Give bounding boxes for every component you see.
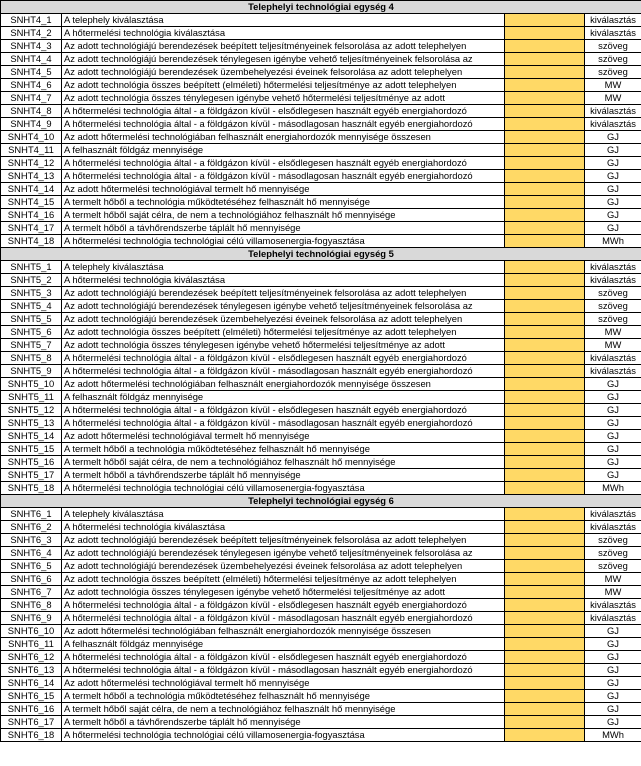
value-input-cell[interactable] (505, 417, 585, 430)
row-code: SNHT4_10 (1, 131, 62, 144)
table-row (1, 638, 641, 651)
row-description: A hőtermelési technológia kiválasztása (62, 27, 505, 40)
row-code: SNHT6_6 (1, 573, 62, 586)
section-title: Telephelyi technológiai egység 4 (1, 1, 641, 14)
row-description: A telephely kiválasztása (62, 14, 505, 27)
table-row (1, 209, 641, 222)
row-code: SNHT4_9 (1, 118, 62, 131)
table-row (1, 586, 641, 599)
row-description: Az adott technológia összes ténylegesen igénybe vehető hőtermelési teljesítménye az adott (62, 92, 505, 105)
value-input-cell[interactable] (505, 170, 585, 183)
row-code: SNHT4_1 (1, 14, 62, 27)
row-unit: MW (585, 573, 641, 586)
row-code: SNHT6_7 (1, 586, 62, 599)
table-row (1, 157, 641, 170)
row-code: SNHT4_7 (1, 92, 62, 105)
row-code: SNHT6_10 (1, 625, 62, 638)
table-row (1, 313, 641, 326)
table-row (1, 456, 641, 469)
row-unit: GJ (585, 144, 641, 157)
row-description: Az adott hőtermelési technológiában felhasznált energiahordozók mennyisége összesen (62, 625, 505, 638)
row-unit: GJ (585, 157, 641, 170)
row-unit: GJ (585, 677, 641, 690)
row-description: Az adott technológia összes beépített (elméleti) hőtermelési teljesítménye az adott telephelyen (62, 79, 505, 92)
row-code: SNHT4_3 (1, 40, 62, 53)
row-description: A termelt hőből saját célra, de nem a technológiához felhasznált hő mennyisége (62, 703, 505, 716)
row-description: A termelt hőből a technológia működtetéséhez felhasznált hő mennyisége (62, 196, 505, 209)
table-row (1, 183, 641, 196)
row-unit: GJ (585, 170, 641, 183)
table-row (1, 14, 641, 27)
value-input-cell[interactable] (505, 560, 585, 573)
row-code: SNHT6_2 (1, 521, 62, 534)
row-unit: kiválasztás (585, 261, 641, 274)
table-row (1, 690, 641, 703)
table-row (1, 235, 641, 248)
row-unit: MWh (585, 235, 641, 248)
row-unit: kiválasztás (585, 27, 641, 40)
value-input-cell[interactable] (505, 352, 585, 365)
table-row (1, 599, 641, 612)
value-input-cell[interactable] (505, 664, 585, 677)
value-input-cell[interactable] (505, 157, 585, 170)
table-row (1, 261, 641, 274)
table-row (1, 729, 641, 742)
row-description: Az adott hőtermelési technológiával termelt hő mennyisége (62, 677, 505, 690)
row-description: A hőtermelési technológia által - a földgázon kívül - másodlagosan használt egyéb energiahordozó (62, 365, 505, 378)
row-description: A hőtermelési technológia technológiai célú villamosenergia-fogyasztása (62, 482, 505, 495)
row-code: SNHT5_12 (1, 404, 62, 417)
row-unit: GJ (585, 196, 641, 209)
row-unit: MW (585, 339, 641, 352)
row-code: SNHT5_8 (1, 352, 62, 365)
row-description: Az adott hőtermelési technológiával termelt hő mennyisége (62, 430, 505, 443)
row-unit: kiválasztás (585, 118, 641, 131)
row-description: A felhasznált földgáz mennyisége (62, 144, 505, 157)
table-row (1, 365, 641, 378)
row-unit: kiválasztás (585, 521, 641, 534)
row-unit: GJ (585, 430, 641, 443)
value-input-cell[interactable] (505, 79, 585, 92)
row-description: A hőtermelési technológia által - a földgázon kívül - elsődlegesen használt egyéb energiahordozó (62, 404, 505, 417)
table-row (1, 573, 641, 586)
row-unit: GJ (585, 638, 641, 651)
value-input-cell[interactable] (505, 378, 585, 391)
row-description: Az adott hőtermelési technológiával termelt hő mennyisége (62, 183, 505, 196)
value-input-cell[interactable] (505, 716, 585, 729)
section-title: Telephelyi technológiai egység 6 (1, 495, 641, 508)
table-row (1, 560, 641, 573)
row-code: SNHT6_13 (1, 664, 62, 677)
value-input-cell[interactable] (505, 404, 585, 417)
row-description: Az adott technológia összes ténylegesen igénybe vehető hőtermelési teljesítménye az adott (62, 339, 505, 352)
value-input-cell[interactable] (505, 196, 585, 209)
row-unit: kiválasztás (585, 105, 641, 118)
row-unit: GJ (585, 456, 641, 469)
value-input-cell[interactable] (505, 222, 585, 235)
row-unit: szöveg (585, 560, 641, 573)
row-unit: GJ (585, 209, 641, 222)
row-description: Az adott technológiájú berendezések üzembehelyezési éveinek felsorolása az adott telephelyen (62, 313, 505, 326)
value-input-cell[interactable] (505, 508, 585, 521)
value-input-cell[interactable] (505, 118, 585, 131)
table-row (1, 651, 641, 664)
row-unit: MWh (585, 482, 641, 495)
table-row (1, 404, 641, 417)
row-description: A termelt hőből a technológia működtetéséhez felhasznált hő mennyisége (62, 443, 505, 456)
row-unit: szöveg (585, 40, 641, 53)
row-code: SNHT4_4 (1, 53, 62, 66)
row-description: A felhasznált földgáz mennyisége (62, 638, 505, 651)
value-input-cell[interactable] (505, 729, 585, 742)
row-code: SNHT4_12 (1, 157, 62, 170)
row-code: SNHT4_18 (1, 235, 62, 248)
table-row (1, 716, 641, 729)
row-description: Az adott technológiájú berendezések üzembehelyezési éveinek felsorolása az adott telephelyen (62, 560, 505, 573)
row-code: SNHT6_15 (1, 690, 62, 703)
row-code: SNHT5_3 (1, 287, 62, 300)
table-row (1, 391, 641, 404)
value-input-cell[interactable] (505, 27, 585, 40)
value-input-cell[interactable] (505, 547, 585, 560)
row-unit: szöveg (585, 287, 641, 300)
row-unit: GJ (585, 417, 641, 430)
row-unit: GJ (585, 443, 641, 456)
row-description: A hőtermelési technológia technológiai célú villamosenergia-fogyasztása (62, 729, 505, 742)
row-code: SNHT6_11 (1, 638, 62, 651)
row-unit: kiválasztás (585, 599, 641, 612)
row-unit: szöveg (585, 534, 641, 547)
row-unit: kiválasztás (585, 365, 641, 378)
table-row (1, 417, 641, 430)
row-description: Az adott technológiájú berendezések ténylegesen igénybe vehető teljesítményeinek felsorolása az (62, 53, 505, 66)
table-row (1, 196, 641, 209)
table-row (1, 79, 641, 92)
row-unit: kiválasztás (585, 612, 641, 625)
section-header-row (1, 248, 641, 261)
value-input-cell[interactable] (505, 521, 585, 534)
row-description: Az adott technológiájú berendezések üzembehelyezési éveinek felsorolása az adott telephelyen (62, 66, 505, 79)
row-description: A hőtermelési technológia kiválasztása (62, 521, 505, 534)
row-description: A termelt hőből a technológia működtetéséhez felhasznált hő mennyisége (62, 690, 505, 703)
table-row (1, 469, 641, 482)
row-unit: szöveg (585, 300, 641, 313)
table-row (1, 118, 641, 131)
row-description: A termelt hőből a távhőrendszerbe táplált hő mennyisége (62, 716, 505, 729)
row-code: SNHT5_13 (1, 417, 62, 430)
row-description: A hőtermelési technológia által - a földgázon kívül - elsődlegesen használt egyéb energiahordozó (62, 157, 505, 170)
row-code: SNHT5_1 (1, 261, 62, 274)
table-row (1, 378, 641, 391)
row-code: SNHT6_3 (1, 534, 62, 547)
row-code: SNHT6_14 (1, 677, 62, 690)
row-unit: kiválasztás (585, 508, 641, 521)
table-row (1, 625, 641, 638)
table-row (1, 170, 641, 183)
value-input-cell[interactable] (505, 105, 585, 118)
row-description: Az adott technológia összes beépített (elméleti) hőtermelési teljesítménye az adott telephelyen (62, 326, 505, 339)
value-input-cell[interactable] (505, 703, 585, 716)
value-input-cell[interactable] (505, 313, 585, 326)
value-input-cell[interactable] (505, 651, 585, 664)
value-input-cell[interactable] (505, 235, 585, 248)
row-description: A hőtermelési technológia által - a földgázon kívül - másodlagosan használt egyéb energiahordozó (62, 118, 505, 131)
row-unit: szöveg (585, 313, 641, 326)
row-unit: MW (585, 92, 641, 105)
value-input-cell[interactable] (505, 456, 585, 469)
row-description: Az adott technológia összes beépített (elméleti) hőtermelési teljesítménye az adott telephelyen (62, 573, 505, 586)
row-description: Az adott technológiájú berendezések ténylegesen igénybe vehető teljesítményeinek felsorolása az (62, 300, 505, 313)
value-input-cell[interactable] (505, 209, 585, 222)
table-row (1, 92, 641, 105)
row-description: A telephely kiválasztása (62, 508, 505, 521)
value-input-cell[interactable] (505, 300, 585, 313)
row-code: SNHT5_10 (1, 378, 62, 391)
row-code: SNHT4_5 (1, 66, 62, 79)
value-input-cell[interactable] (505, 326, 585, 339)
table-row (1, 287, 641, 300)
row-code: SNHT4_17 (1, 222, 62, 235)
table-row (1, 534, 641, 547)
table-row (1, 66, 641, 79)
row-description: A hőtermelési technológia által - a földgázon kívül - elsődlegesen használt egyéb energiahordozó (62, 651, 505, 664)
row-unit: MW (585, 586, 641, 599)
row-unit: GJ (585, 378, 641, 391)
row-unit: GJ (585, 222, 641, 235)
row-unit: GJ (585, 703, 641, 716)
row-unit: GJ (585, 651, 641, 664)
row-unit: MWh (585, 729, 641, 742)
value-input-cell[interactable] (505, 599, 585, 612)
value-input-cell[interactable] (505, 638, 585, 651)
section-header-row (1, 1, 641, 14)
row-code: SNHT6_18 (1, 729, 62, 742)
row-description: A hőtermelési technológia kiválasztása (62, 274, 505, 287)
table-row (1, 40, 641, 53)
row-unit: GJ (585, 625, 641, 638)
row-code: SNHT5_16 (1, 456, 62, 469)
row-description: A hőtermelési technológia által - a földgázon kívül - másodlagosan használt egyéb energiahordozó (62, 664, 505, 677)
row-description: A felhasznált földgáz mennyisége (62, 391, 505, 404)
row-description: A termelt hőből saját célra, de nem a technológiához felhasznált hő mennyisége (62, 209, 505, 222)
row-unit: GJ (585, 131, 641, 144)
value-input-cell[interactable] (505, 612, 585, 625)
table-row (1, 326, 641, 339)
table-row (1, 53, 641, 66)
sheet-body (1, 1, 641, 742)
row-unit: szöveg (585, 53, 641, 66)
row-code: SNHT6_17 (1, 716, 62, 729)
row-code: SNHT5_18 (1, 482, 62, 495)
row-unit: MW (585, 79, 641, 92)
value-input-cell[interactable] (505, 40, 585, 53)
row-description: A hőtermelési technológia által - a földgázon kívül - másodlagosan használt egyéb energiahordozó (62, 612, 505, 625)
row-unit: GJ (585, 183, 641, 196)
row-description: Az adott technológiájú berendezések beépített teljesítményeinek felsorolása az adott telephelyen (62, 40, 505, 53)
table-row (1, 547, 641, 560)
table-row (1, 508, 641, 521)
row-code: SNHT5_17 (1, 469, 62, 482)
row-unit: szöveg (585, 66, 641, 79)
value-input-cell[interactable] (505, 261, 585, 274)
value-input-cell[interactable] (505, 586, 585, 599)
row-description: A telephely kiválasztása (62, 261, 505, 274)
value-input-cell[interactable] (505, 482, 585, 495)
row-unit: kiválasztás (585, 274, 641, 287)
table-row (1, 300, 641, 313)
row-code: SNHT5_14 (1, 430, 62, 443)
row-unit: GJ (585, 664, 641, 677)
row-code: SNHT4_16 (1, 209, 62, 222)
table-row (1, 144, 641, 157)
row-code: SNHT6_12 (1, 651, 62, 664)
row-unit: GJ (585, 716, 641, 729)
value-input-cell[interactable] (505, 66, 585, 79)
table-row (1, 443, 641, 456)
value-input-cell[interactable] (505, 534, 585, 547)
row-description: A termelt hőből saját célra, de nem a technológiához felhasznált hő mennyisége (62, 456, 505, 469)
row-code: SNHT5_15 (1, 443, 62, 456)
table-row (1, 482, 641, 495)
row-description: A hőtermelési technológia által - a földgázon kívül - másodlagosan használt egyéb energiahordozó (62, 417, 505, 430)
row-code: SNHT5_6 (1, 326, 62, 339)
row-code: SNHT6_16 (1, 703, 62, 716)
value-input-cell[interactable] (505, 365, 585, 378)
table-row (1, 430, 641, 443)
row-code: SNHT6_1 (1, 508, 62, 521)
value-input-cell[interactable] (505, 625, 585, 638)
row-unit: kiválasztás (585, 14, 641, 27)
row-code: SNHT6_9 (1, 612, 62, 625)
section-title: Telephelyi technológiai egység 5 (1, 248, 641, 261)
table-row (1, 105, 641, 118)
table-row (1, 352, 641, 365)
row-code: SNHT5_9 (1, 365, 62, 378)
row-description: Az adott technológiájú berendezések ténylegesen igénybe vehető teljesítményeinek felsorolása az (62, 547, 505, 560)
row-description: Az adott technológiájú berendezések beépített teljesítményeinek felsorolása az adott telephelyen (62, 287, 505, 300)
row-unit: kiválasztás (585, 352, 641, 365)
row-code: SNHT4_6 (1, 79, 62, 92)
row-description: Az adott technológia összes ténylegesen igénybe vehető hőtermelési teljesítménye az adott (62, 586, 505, 599)
row-code: SNHT4_11 (1, 144, 62, 157)
row-description: Az adott technológiájú berendezések beépített teljesítményeinek felsorolása az adott telephelyen (62, 534, 505, 547)
value-input-cell[interactable] (505, 287, 585, 300)
value-input-cell[interactable] (505, 573, 585, 586)
row-code: SNHT4_8 (1, 105, 62, 118)
value-input-cell[interactable] (505, 391, 585, 404)
table-row (1, 703, 641, 716)
row-unit: GJ (585, 469, 641, 482)
row-code: SNHT5_2 (1, 274, 62, 287)
table-row (1, 521, 641, 534)
table-row (1, 677, 641, 690)
value-input-cell[interactable] (505, 131, 585, 144)
row-description: A hőtermelési technológia által - a földgázon kívül - elsődlegesen használt egyéb energiahordozó (62, 352, 505, 365)
row-code: SNHT5_11 (1, 391, 62, 404)
row-code: SNHT6_5 (1, 560, 62, 573)
value-input-cell[interactable] (505, 92, 585, 105)
table-row (1, 664, 641, 677)
value-input-cell[interactable] (505, 443, 585, 456)
value-input-cell[interactable] (505, 339, 585, 352)
row-description: A hőtermelési technológia által - a földgázon kívül - elsődlegesen használt egyéb energiahordozó (62, 599, 505, 612)
value-input-cell[interactable] (505, 183, 585, 196)
value-input-cell[interactable] (505, 53, 585, 66)
row-unit: GJ (585, 690, 641, 703)
row-description: Az adott hőtermelési technológiában felhasznált energiahordozók mennyisége összesen (62, 131, 505, 144)
value-input-cell[interactable] (505, 469, 585, 482)
row-code: SNHT4_13 (1, 170, 62, 183)
value-input-cell[interactable] (505, 274, 585, 287)
value-input-cell[interactable] (505, 144, 585, 157)
value-input-cell[interactable] (505, 677, 585, 690)
row-unit: MW (585, 326, 641, 339)
value-input-cell[interactable] (505, 690, 585, 703)
value-input-cell[interactable] (505, 14, 585, 27)
table-row (1, 612, 641, 625)
table-row (1, 274, 641, 287)
row-code: SNHT5_5 (1, 313, 62, 326)
row-code: SNHT5_4 (1, 300, 62, 313)
row-description: A termelt hőből a távhőrendszerbe táplált hő mennyisége (62, 469, 505, 482)
table-row (1, 339, 641, 352)
row-description: A termelt hőből a távhőrendszerbe táplált hő mennyisége (62, 222, 505, 235)
row-description: A hőtermelési technológia által - a földgázon kívül - elsődlegesen használt egyéb energiahordozó (62, 105, 505, 118)
row-code: SNHT4_2 (1, 27, 62, 40)
row-code: SNHT6_8 (1, 599, 62, 612)
table-row (1, 27, 641, 40)
row-description: A hőtermelési technológia technológiai célú villamosenergia-fogyasztása (62, 235, 505, 248)
table-row (1, 222, 641, 235)
value-input-cell[interactable] (505, 430, 585, 443)
row-code: SNHT5_7 (1, 339, 62, 352)
row-description: Az adott hőtermelési technológiában felhasznált energiahordozók mennyisége összesen (62, 378, 505, 391)
section-header-row (1, 495, 641, 508)
row-description: A hőtermelési technológia által - a földgázon kívül - másodlagosan használt egyéb energiahordozó (62, 170, 505, 183)
table-row (1, 131, 641, 144)
row-unit: GJ (585, 391, 641, 404)
row-code: SNHT6_4 (1, 547, 62, 560)
row-unit: GJ (585, 404, 641, 417)
row-code: SNHT4_14 (1, 183, 62, 196)
row-code: SNHT4_15 (1, 196, 62, 209)
row-unit: szöveg (585, 547, 641, 560)
